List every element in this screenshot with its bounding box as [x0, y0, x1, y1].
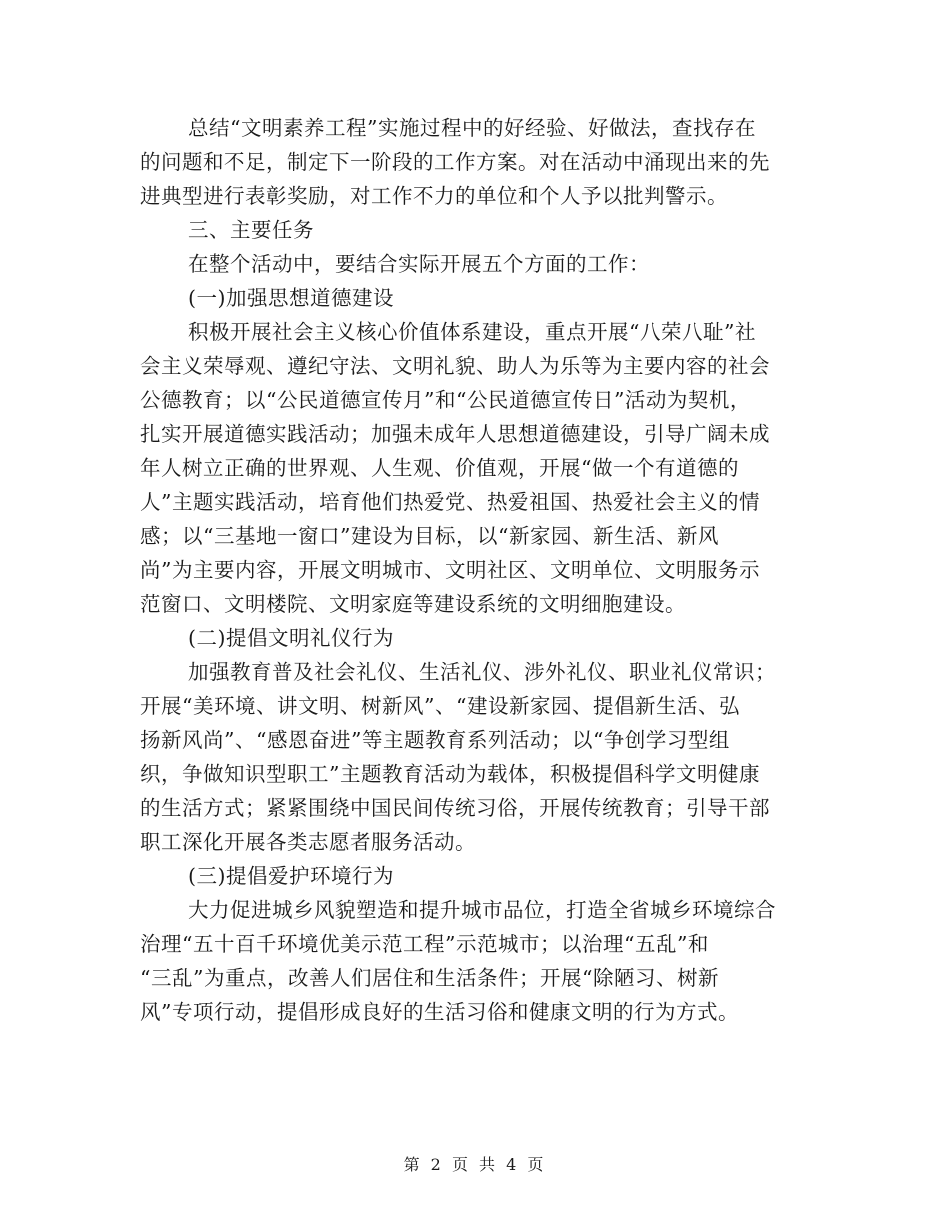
section-heading: 三、主要任务 [188, 218, 314, 242]
paragraph-line: 的问题和不足，制定下一阶段的工作方案。对在活动中涌现出来的先 [140, 150, 770, 174]
paragraph-line: 在整个活动中，要结合实际开展五个方面的工作： [188, 252, 650, 276]
paragraph-line: 织，争做知识型职工”主题教育活动为载体，积极提倡科学文明健康 [140, 762, 760, 786]
paragraph-line: 开展“美环境、讲文明、树新风”、“建设新家园、提倡新生活、弘 [140, 694, 740, 718]
page-number-footer: 第 2 页 共 4 页 [403, 1155, 547, 1174]
paragraph-line: 人”主题实践活动，培育他们热爱党、热爱祖国、热爱社会主义的情 [140, 490, 760, 514]
subsection-heading: (一)加强思想道德建设 [188, 286, 394, 310]
paragraph-line: “三乱”为重点，改善人们居住和生活条件；开展“除陋习、树新 [140, 966, 719, 990]
paragraph-line: 风”专项行动，提倡形成良好的生活习俗和健康文明的行为方式。 [140, 1000, 739, 1024]
paragraph-line: 大力促进城乡风貌塑造和提升城市品位，打造全省城乡环境综合 [188, 898, 776, 922]
paragraph-line: 范窗口、文明楼院、文明家庭等建设系统的文明细胞建设。 [140, 592, 686, 616]
paragraph-line: 扎实开展道德实践活动；加强未成年人思想道德建设，引导广阔未成 [140, 422, 770, 446]
paragraph-line: 进典型进行表彰奖励，对工作不力的单位和个人予以批判警示。 [140, 184, 728, 208]
paragraph-line: 感；以“三基地一窗口”建设为目标，以“新家园、新生活、新风 [140, 524, 719, 548]
paragraph-line: 职工深化开展各类志愿者服务活动。 [140, 830, 476, 854]
paragraph-line: 加强教育普及社会礼仪、生活礼仪、涉外礼仪、职业礼仪常识； [188, 660, 776, 684]
paragraph-line: 总结“文明素养工程”实施过程中的好经验、好做法，查找存在 [188, 116, 756, 140]
paragraph-line: 尚”为主要内容，开展文明城市、文明社区、文明单位、文明服务示 [140, 558, 760, 582]
subsection-heading: (二)提倡文明礼仪行为 [188, 626, 394, 650]
paragraph-line: 积极开展社会主义核心价值体系建设，重点开展“八荣八耻”社 [188, 320, 756, 344]
paragraph-line: 治理“五十百千环境优美示范工程”示范城市；以治理“五乱”和 [140, 932, 709, 956]
paragraph-line: 会主义荣辱观、遵纪守法、文明礼貌、助人为乐等为主要内容的社会 [140, 354, 770, 378]
paragraph-line: 公德教育；以“公民道德宣传月”和“公民道德宣传日”活动为契机， [140, 388, 751, 412]
subsection-heading: (三)提倡爱护环境行为 [188, 864, 394, 888]
paragraph-line: 的生活方式；紧紧围绕中国民间传统习俗，开展传统教育；引导干部 [140, 796, 770, 820]
paragraph-line: 扬新风尚”、“感恩奋进”等主题教育系列活动；以“争创学习型组 [140, 728, 730, 752]
paragraph-line: 年人树立正确的世界观、人生观、价值观，开展“做一个有道德的 [140, 456, 739, 480]
document-body [140, 111, 808, 1029]
